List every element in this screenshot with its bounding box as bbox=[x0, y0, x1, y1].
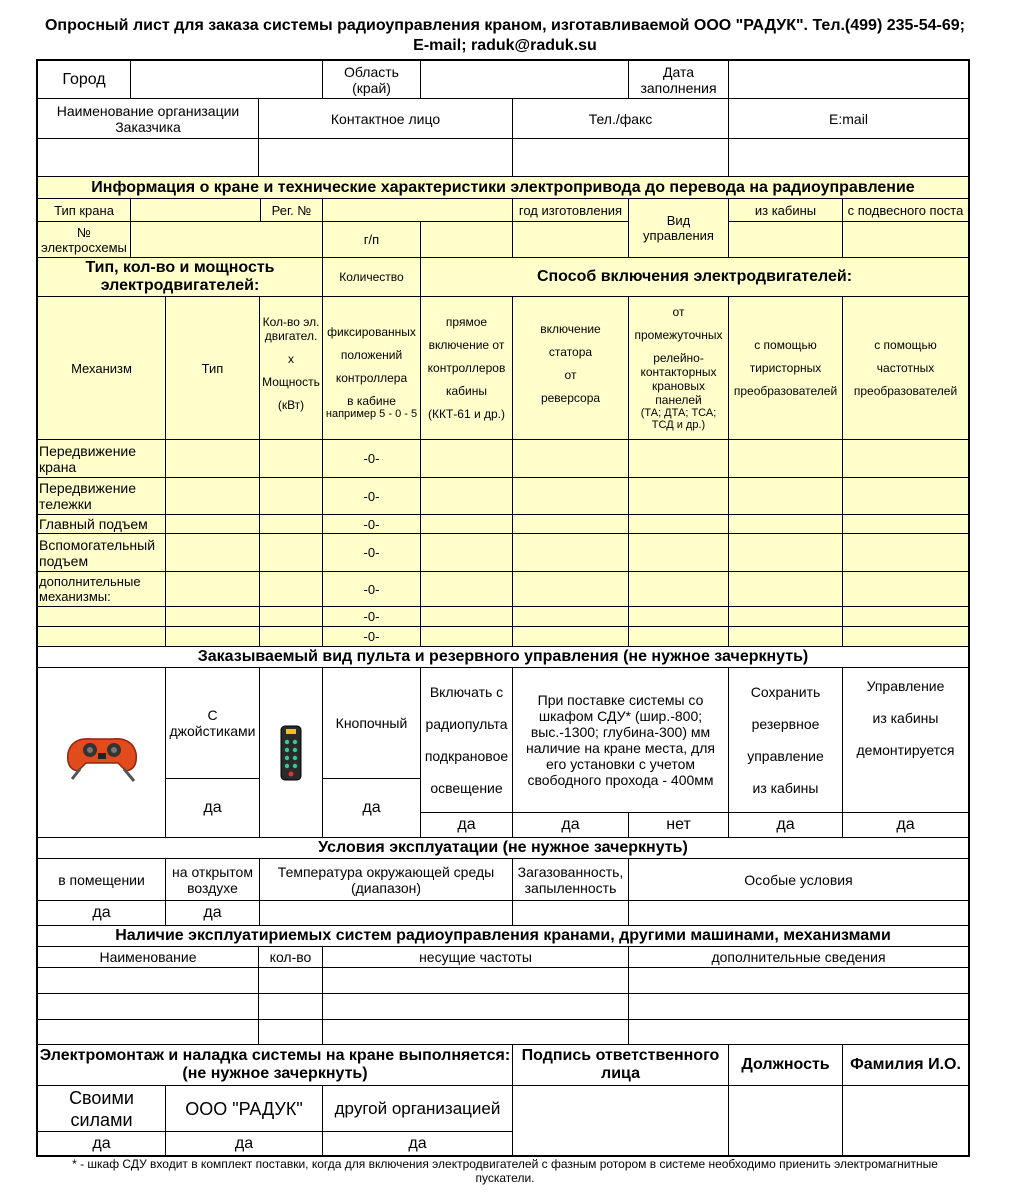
panels-line: (ТА; ДТА; ТСА; ТСД и др.) bbox=[640, 407, 717, 431]
gp-label: г/п bbox=[322, 221, 421, 258]
col-freq bbox=[842, 296, 969, 440]
motor-row-positions[interactable]: -0- bbox=[322, 439, 421, 478]
freq-line: преобразователей bbox=[853, 384, 958, 398]
motor-row-panels[interactable] bbox=[628, 606, 729, 627]
cabin-removed-line: Управление bbox=[866, 678, 945, 694]
motor-row-thyristor[interactable] bbox=[728, 514, 843, 534]
motor-row-mechanism[interactable] bbox=[37, 626, 166, 647]
existing-row-qty[interactable] bbox=[258, 993, 323, 1020]
motor-row-positions[interactable]: -0- bbox=[322, 626, 421, 647]
install-other-value[interactable]: да bbox=[322, 1131, 513, 1156]
thyristor-line: тиристорных bbox=[749, 361, 822, 375]
motor-row-thyristor[interactable] bbox=[728, 571, 843, 607]
year-field[interactable] bbox=[512, 221, 629, 258]
from-cabin-field[interactable] bbox=[728, 221, 843, 258]
motor-row-mechanism: Вспомогательный подъем bbox=[37, 533, 166, 572]
control-type-label: Вид управления bbox=[628, 198, 729, 258]
pollution-label: Загазованность, запыленность bbox=[512, 858, 629, 901]
motor-row-count[interactable] bbox=[259, 439, 323, 478]
direct-line: (ККТ-61 и др.) bbox=[427, 407, 506, 421]
panels-line: от bbox=[672, 305, 685, 319]
motor-row-freq[interactable] bbox=[842, 439, 969, 478]
cabin-removed-value[interactable]: да bbox=[842, 812, 969, 838]
method-title: Способ включения электродвигателей: bbox=[420, 257, 969, 297]
count-power-line: Кол-во эл. двигател. bbox=[262, 315, 320, 343]
button-label: Кнопочный bbox=[322, 667, 421, 779]
motor-row-stator[interactable] bbox=[512, 514, 629, 534]
motor-row-thyristor[interactable] bbox=[728, 606, 843, 627]
col-stator bbox=[512, 296, 629, 440]
email-field[interactable] bbox=[728, 138, 969, 177]
button-remote-icon bbox=[278, 724, 304, 782]
motor-row-panels[interactable] bbox=[628, 571, 729, 607]
positions-line: фиксированных bbox=[327, 325, 416, 339]
footnote: * - шкаф СДУ входит в комплект поставки, когда для включения электродвигателей с фазным ротором в системе необходимо приенить электромагнитные пускатели. bbox=[72, 1157, 938, 1185]
existing-row-freqs[interactable] bbox=[322, 1019, 629, 1045]
motor-row-mechanism: Главный подъем bbox=[37, 514, 166, 534]
lighting-line: радиопульта bbox=[425, 716, 508, 732]
org-label: Наименование организации Заказчика bbox=[37, 98, 259, 139]
col-count-power bbox=[259, 296, 323, 440]
keep-backup-line: Сохранить bbox=[750, 684, 821, 700]
motor-row-stator[interactable] bbox=[512, 626, 629, 647]
special-field[interactable] bbox=[628, 900, 969, 926]
crane-type-field[interactable] bbox=[130, 198, 261, 222]
lighting-label bbox=[420, 667, 513, 813]
freq-line: частотных bbox=[876, 361, 935, 375]
motor-row-freq[interactable] bbox=[842, 606, 969, 627]
surname-label: Фамилия И.О. bbox=[842, 1044, 969, 1086]
motor-row-positions[interactable]: -0- bbox=[322, 514, 421, 534]
positions-line: контроллера bbox=[335, 371, 408, 385]
existing-info-header: дополнительные сведения bbox=[628, 946, 969, 968]
form-title: Опросный лист для заказа системы радиоуправления краном, изготавливаемой ООО "РАДУК". Тел.(499) 235-54-69; E-mail; raduk@raduk.su bbox=[44, 17, 965, 54]
stator-line: от bbox=[564, 368, 577, 382]
motor-row-mechanism: Передвижение тележки bbox=[37, 477, 166, 515]
direct-line: контроллеров bbox=[427, 361, 506, 375]
scheme-no-field[interactable] bbox=[130, 221, 323, 258]
indoor-value[interactable]: да bbox=[37, 900, 166, 926]
motor-row-direct[interactable] bbox=[420, 514, 513, 534]
install-own-value[interactable]: да bbox=[37, 1131, 166, 1156]
org-field[interactable] bbox=[37, 138, 259, 177]
motor-row-mechanism: дополнительные механизмы: bbox=[37, 571, 166, 607]
motor-row-type[interactable] bbox=[165, 533, 260, 572]
motor-row-type[interactable] bbox=[165, 514, 260, 534]
joystick-remote-photo bbox=[37, 667, 166, 838]
positions-head-1: Количество bbox=[322, 257, 421, 297]
existing-row-info[interactable] bbox=[628, 1019, 969, 1045]
count-power-line: Мощность bbox=[262, 375, 320, 389]
motor-row-type[interactable] bbox=[165, 477, 260, 515]
count-power-line: (кВт) bbox=[277, 398, 305, 412]
motor-row-freq[interactable] bbox=[842, 533, 969, 572]
motor-row-count[interactable] bbox=[259, 571, 323, 607]
motor-row-type[interactable] bbox=[165, 626, 260, 647]
motor-row-type[interactable] bbox=[165, 571, 260, 607]
gp-field[interactable] bbox=[420, 221, 513, 258]
motor-row-direct[interactable] bbox=[420, 439, 513, 478]
reg-no-label: Рег. № bbox=[260, 198, 323, 222]
existing-freqs-header: несущие частоты bbox=[322, 946, 629, 968]
cabinet-value-2[interactable]: нет bbox=[628, 812, 729, 838]
joystick-value[interactable]: да bbox=[165, 778, 260, 838]
motor-row-count[interactable] bbox=[259, 626, 323, 647]
cabinet-value-1[interactable]: да bbox=[512, 812, 629, 838]
existing-row-info[interactable] bbox=[628, 967, 969, 994]
direct-line: включение от bbox=[428, 338, 505, 352]
position-field[interactable] bbox=[728, 1085, 843, 1156]
date-field[interactable] bbox=[728, 60, 969, 99]
existing-row-name[interactable] bbox=[37, 1019, 259, 1045]
special-label: Особые условия bbox=[628, 858, 969, 901]
existing-row-qty[interactable] bbox=[258, 967, 323, 994]
existing-row-name[interactable] bbox=[37, 993, 259, 1020]
motor-row-freq[interactable] bbox=[842, 514, 969, 534]
keep-backup-line: резервное bbox=[751, 716, 820, 732]
col-panels bbox=[628, 296, 729, 440]
motor-row-thyristor[interactable] bbox=[728, 477, 843, 515]
motor-row-panels[interactable] bbox=[628, 477, 729, 515]
thyristor-line: преобразователей bbox=[733, 384, 838, 398]
cabin-removed-line: из кабины bbox=[872, 710, 939, 726]
stator-line: реверсора bbox=[540, 391, 601, 405]
indoor-label: в помещении bbox=[37, 858, 166, 901]
col-positions bbox=[322, 296, 421, 440]
lighting-line: подкрановое bbox=[424, 748, 509, 764]
positions-line: в кабине bbox=[347, 394, 396, 408]
motors-group-title: Тип, кол-во и мощность электродвигателей: bbox=[37, 257, 323, 297]
count-power-line: х bbox=[288, 352, 294, 366]
cabin-removed-line: демонтируется bbox=[856, 742, 955, 758]
from-pendant-label: с подвесного поста bbox=[842, 198, 969, 222]
motor-row-positions[interactable]: -0- bbox=[322, 477, 421, 515]
motor-row-direct[interactable] bbox=[420, 533, 513, 572]
col-type: Тип bbox=[165, 296, 260, 440]
motor-row-mechanism[interactable] bbox=[37, 606, 166, 627]
panels-line: релейно-контакторных крановых панелей bbox=[640, 351, 717, 407]
install-own-label: Своими силами bbox=[37, 1085, 166, 1132]
remote-section-title: Заказываемый вид пульта и резервного управления (не нужное зачеркнуть) bbox=[37, 646, 969, 668]
cabin-removed-label bbox=[842, 667, 969, 813]
city-field[interactable] bbox=[130, 60, 323, 99]
existing-row-info[interactable] bbox=[628, 993, 969, 1020]
conditions-title: Условия эксплуатации (не нужное зачеркнуть) bbox=[37, 837, 969, 859]
city-label: Город bbox=[37, 60, 131, 99]
outdoor-value[interactable]: да bbox=[165, 900, 260, 926]
lighting-value[interactable]: да bbox=[420, 812, 513, 838]
button-remote-photo bbox=[259, 667, 323, 838]
contact-label: Контактное лицо bbox=[258, 98, 513, 139]
motor-row-stator[interactable] bbox=[512, 439, 629, 478]
email-label: E:mail bbox=[728, 98, 969, 139]
outdoor-label: на открытом воздухе bbox=[165, 858, 260, 901]
motor-row-positions[interactable]: -0- bbox=[322, 606, 421, 627]
keep-backup-value[interactable]: да bbox=[728, 812, 843, 838]
joystick-label: С джойстиками bbox=[165, 667, 260, 779]
signature-field[interactable] bbox=[512, 1085, 729, 1156]
motor-row-panels[interactable] bbox=[628, 626, 729, 647]
position-label: Должность bbox=[728, 1044, 843, 1086]
motor-row-positions[interactable]: -0- bbox=[322, 571, 421, 607]
motor-row-direct[interactable] bbox=[420, 626, 513, 647]
motor-row-count[interactable] bbox=[259, 606, 323, 627]
thyristor-line: с помощью bbox=[754, 338, 817, 352]
existing-title: Наличие эксплуатириемых систем радиоуправления кранами, другими машинами, механизмами bbox=[37, 925, 969, 947]
motor-row-type[interactable] bbox=[165, 439, 260, 478]
install-raduk-value[interactable]: да bbox=[165, 1131, 323, 1156]
motor-row-count[interactable] bbox=[259, 514, 323, 534]
existing-row-freqs[interactable] bbox=[322, 993, 629, 1020]
keep-backup-line: управление bbox=[747, 748, 824, 764]
motor-row-type[interactable] bbox=[165, 606, 260, 627]
motor-row-freq[interactable] bbox=[842, 477, 969, 515]
install-title: Электромонтаж и наладка системы на кране выполняется: (не нужное зачеркнуть) bbox=[37, 1044, 513, 1086]
existing-qty-header: кол-во bbox=[258, 946, 323, 968]
motor-row-count[interactable] bbox=[259, 477, 323, 515]
motor-row-freq[interactable] bbox=[842, 571, 969, 607]
keep-backup-line: из кабины bbox=[752, 780, 819, 796]
positions-line: например 5 - 0 - 5 bbox=[325, 408, 418, 420]
motor-row-panels[interactable] bbox=[628, 533, 729, 572]
positions-line: положений bbox=[340, 348, 403, 362]
motor-row-stator[interactable] bbox=[512, 571, 629, 607]
existing-row-name[interactable] bbox=[37, 967, 259, 994]
stator-line: включение bbox=[540, 322, 601, 336]
col-thyristor bbox=[728, 296, 843, 440]
motor-row-freq[interactable] bbox=[842, 626, 969, 647]
existing-row-freqs[interactable] bbox=[322, 967, 629, 994]
surname-field[interactable] bbox=[842, 1085, 969, 1156]
pollution-field[interactable] bbox=[512, 900, 629, 926]
motor-row-positions[interactable]: -0- bbox=[322, 533, 421, 572]
button-value[interactable]: да bbox=[322, 778, 421, 838]
motor-row-direct[interactable] bbox=[420, 606, 513, 627]
contact-field[interactable] bbox=[258, 138, 513, 177]
motor-row-stator[interactable] bbox=[512, 477, 629, 515]
install-other-label: другой организацией bbox=[322, 1085, 513, 1132]
motor-row-direct[interactable] bbox=[420, 571, 513, 607]
motor-row-thyristor[interactable] bbox=[728, 626, 843, 647]
motor-row-stator[interactable] bbox=[512, 533, 629, 572]
cabinet-label: При поставке системы со шкафом СДУ* (шир.-800; выс.-1300; глубина-300) мм наличие на кране места, для его установки с учетом свободного прохода - 400мм bbox=[512, 667, 729, 813]
col-mechanism: Механизм bbox=[37, 296, 166, 440]
date-label: Дата заполнения bbox=[628, 60, 729, 99]
existing-row-qty[interactable] bbox=[258, 1019, 323, 1045]
keep-backup-label bbox=[728, 667, 843, 813]
install-raduk-label: ООО "РАДУК" bbox=[165, 1085, 323, 1132]
col-direct bbox=[420, 296, 513, 440]
panels-line: промежуточных bbox=[634, 328, 723, 342]
region-label: Область (край) bbox=[322, 60, 421, 99]
from-pendant-field[interactable] bbox=[842, 221, 969, 258]
motor-row-count[interactable] bbox=[259, 533, 323, 572]
crane-type-label: Тип крана bbox=[37, 198, 131, 222]
crane-info-title: Информация о кране и технические характеристики электропривода до перевода на радиоуправление bbox=[37, 176, 969, 199]
signature-label: Подпись ответственного лица bbox=[512, 1044, 729, 1086]
scheme-no-label: № электросхемы bbox=[37, 221, 131, 258]
reg-no-field[interactable] bbox=[322, 198, 513, 222]
motor-row-panels[interactable] bbox=[628, 514, 729, 534]
motor-row-direct[interactable] bbox=[420, 477, 513, 515]
motor-row-thyristor[interactable] bbox=[728, 439, 843, 478]
phone-field[interactable] bbox=[512, 138, 729, 177]
temperature-field[interactable] bbox=[259, 900, 513, 926]
direct-line: кабины bbox=[445, 384, 487, 398]
region-field[interactable] bbox=[420, 60, 629, 99]
direct-line: прямое bbox=[445, 315, 488, 329]
from-cabin-label: из кабины bbox=[728, 198, 843, 222]
year-label: год изготовления bbox=[512, 198, 629, 222]
existing-name-header: Наименование bbox=[37, 946, 259, 968]
motor-row-panels[interactable] bbox=[628, 439, 729, 478]
motor-row-stator[interactable] bbox=[512, 606, 629, 627]
lighting-line: освещение bbox=[430, 780, 503, 796]
lighting-line: Включать с bbox=[429, 684, 504, 700]
temperature-label: Температура окружающей среды (диапазон) bbox=[259, 858, 513, 901]
phone-label: Тел./факс bbox=[512, 98, 729, 139]
motor-row-thyristor[interactable] bbox=[728, 533, 843, 572]
stator-line: статора bbox=[548, 345, 593, 359]
motor-row-mechanism: Передвижение крана bbox=[37, 439, 166, 478]
freq-line: с помощью bbox=[874, 338, 937, 352]
joystick-remote-icon bbox=[62, 723, 142, 783]
